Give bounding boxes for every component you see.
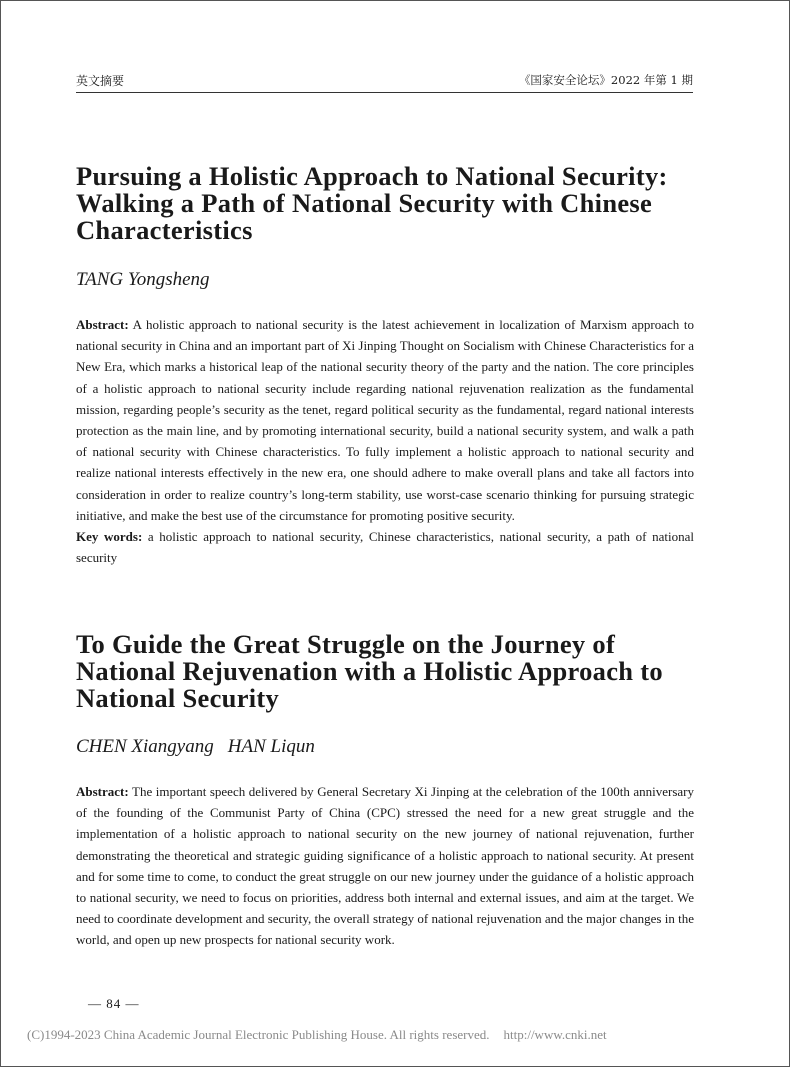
article-1 — [76, 163, 694, 568]
title-line: To Guide the Great Struggle on the Journey of — [76, 629, 616, 659]
keywords-text: a holistic approach to national security, Chinese characteristics, national security, a path of national security — [76, 529, 694, 566]
article-2 — [76, 631, 694, 951]
author-list — [76, 736, 694, 760]
author-name: TANG Yongsheng — [76, 269, 210, 290]
section-label: 英文摘要 — [76, 74, 125, 88]
cnki-link[interactable]: http://www.cnki.net — [503, 1027, 607, 1042]
running-head — [76, 72, 693, 93]
title-line: Walking a Path of National Security with Chinese — [76, 188, 653, 218]
author-name: HAN Liqun — [227, 736, 315, 757]
author-list — [76, 269, 694, 293]
title-line: Pursuing a Holistic Approach to National Security: — [76, 161, 668, 191]
title-line: National Security — [76, 683, 280, 713]
article-title — [76, 631, 694, 712]
article-title — [76, 163, 694, 244]
author-name: CHEN Xiangyang — [76, 736, 214, 757]
title-line: National Rejuvenation with a Holistic Approach to — [76, 656, 663, 686]
page-number: — 84 — — [88, 996, 140, 1011]
abstract-label: Abstract: — [76, 317, 129, 332]
abstract-text: The important speech delivered by General Secretary Xi Jinping at the celebration of the 100th anniversary of the founding of the Communist Party of China (CPC) stressed the need for a new great struggle and the implementation of a holistic approach to national security on the new journey of national rejuvenation, further demonstrating the theoretical and strategic guiding significance of a holistic approach to national security. At present and for some time to come, to conduct the great struggle on our new journey under the guidance of a holistic approach to national security, we need to focus on priorities, address both internal and external issues, and aim at the target. We need to coordinate development and security, the overall strategy of national rejuvenation and the major changes in the world, and open up new prospects for national security work. — [76, 784, 695, 948]
journal-issue: 《国家安全论坛》2022 年第 1 期 — [518, 73, 693, 87]
abstract — [76, 781, 694, 951]
abstract-text: A holistic approach to national security is the latest achievement in localization of Marxism approach to national security in China and an important part of Xi Jinping Thought on Socialism with Chinese Characteristics for a New Era, which marks a historical leap of the national security theory of the party and the nation. The core principles of a holistic approach to national security include regarding national rejuvenation realization as the fundamental mission, regarding people’s security as the tenet, regard political security as the fundamental, regard national interests protection as the main line, and by promoting international security, build a national security system, and walk a path of national security with Chinese characteristics. To fully implement a holistic approach to national security and realize national interests effectively in the new era, one should adhere to make overall plans and take all factors into consideration in order to realize country’s long-term stability, use worst-case scenario thinking for pursuing strategic initiative, and make the best use of the circumstance for promoting positive security. — [76, 317, 694, 523]
copyright-footer — [27, 1027, 607, 1043]
keywords-label: Key words: — [76, 529, 143, 545]
abstract-label: Abstract: — [76, 784, 129, 799]
copyright-text: (C)1994-2023 China Academic Journal Electronic Publishing House. All rights reserved. — [27, 1027, 490, 1042]
keywords — [76, 526, 694, 568]
abstract — [76, 314, 694, 526]
title-line: Characteristics — [76, 215, 253, 245]
